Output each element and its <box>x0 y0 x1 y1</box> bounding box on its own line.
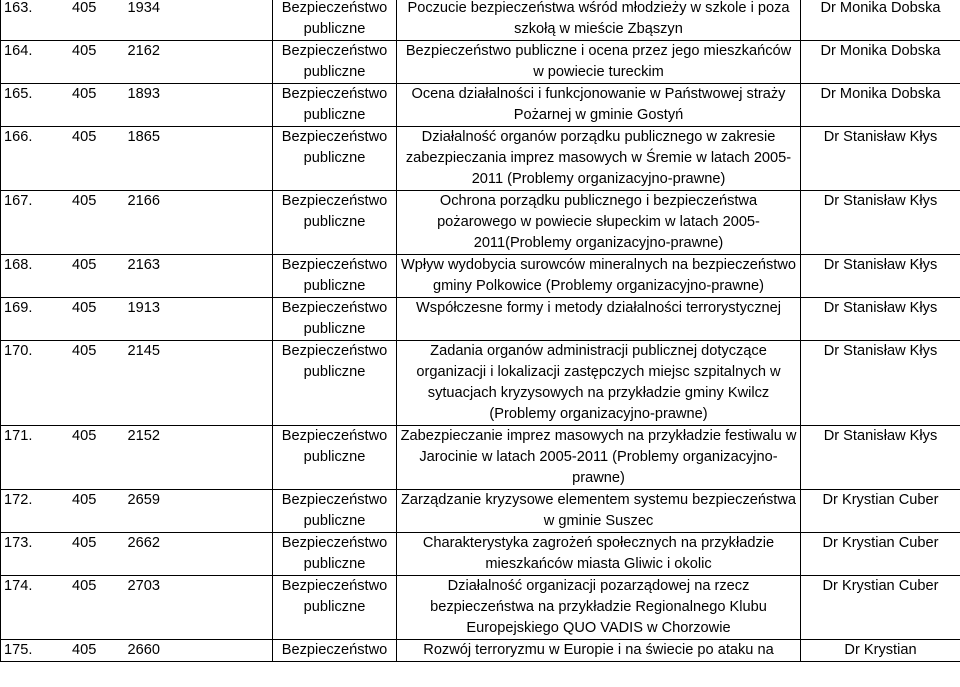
row-number-cell <box>1 0 273 41</box>
table-row <box>1 640 960 662</box>
supervisor: Dr Krystian Cuber <box>801 490 960 533</box>
row-number-cell <box>1 490 273 533</box>
table-row <box>1 191 960 255</box>
row-code: 405 <box>72 300 97 316</box>
row-code: 405 <box>72 86 97 102</box>
thesis-title: Bezpieczeństwo publiczne i ocena przez jego mieszkańców w powiecie tureckim <box>397 41 801 84</box>
thesis-title: Zabezpieczanie imprez masowych na przykładzie festiwalu w Jarocinie w latach 2005-2011 (Problemy organizacyjno-prawne) <box>397 426 801 490</box>
supervisor: Dr Monika Dobska <box>801 41 960 84</box>
row-id: 1913 <box>127 300 160 316</box>
row-code: 405 <box>72 428 97 444</box>
row-id: 2163 <box>127 257 160 273</box>
supervisor: Dr Stanisław Kłys <box>801 255 960 298</box>
row-number-cell <box>1 127 273 191</box>
row-id: 2660 <box>127 642 160 658</box>
table-row <box>1 41 960 84</box>
field-of-study: Bezpieczeństwo publiczne <box>273 490 397 533</box>
row-number: 174. <box>4 578 33 594</box>
row-id: 2703 <box>127 578 160 594</box>
field-of-study: Bezpieczeństwo publiczne <box>273 84 397 127</box>
row-id: 2662 <box>127 535 160 551</box>
field-of-study: Bezpieczeństwo publiczne <box>273 426 397 490</box>
row-code: 405 <box>72 43 97 59</box>
row-number-cell <box>1 191 273 255</box>
field-of-study: Bezpieczeństwo publiczne <box>273 41 397 84</box>
row-number: 164. <box>4 43 33 59</box>
row-id: 2162 <box>127 43 160 59</box>
row-number-cell <box>1 576 273 640</box>
row-id: 2166 <box>127 193 160 209</box>
thesis-title: Rozwój terroryzmu w Europie i na świecie po ataku na <box>397 640 801 662</box>
supervisor: Dr Stanisław Kłys <box>801 341 960 426</box>
field-of-study: Bezpieczeństwo publiczne <box>273 298 397 341</box>
row-number-cell <box>1 41 273 84</box>
field-of-study: Bezpieczeństwo <box>273 640 397 662</box>
row-number-cell <box>1 84 273 127</box>
table-row <box>1 298 960 341</box>
supervisor: Dr Stanisław Kłys <box>801 191 960 255</box>
row-code: 405 <box>72 129 97 145</box>
row-code: 405 <box>72 492 97 508</box>
row-number-cell <box>1 640 273 662</box>
row-code: 405 <box>72 257 97 273</box>
row-number-cell <box>1 255 273 298</box>
row-number: 163. <box>4 0 33 16</box>
field-of-study: Bezpieczeństwo publiczne <box>273 341 397 426</box>
table-row <box>1 127 960 191</box>
supervisor: Dr Krystian <box>801 640 960 662</box>
row-code: 405 <box>72 193 97 209</box>
row-code: 405 <box>72 535 97 551</box>
row-number: 170. <box>4 343 33 359</box>
thesis-title: Działalność organów porządku publicznego w zakresie zabezpieczania imprez masowych w Śremie w latach 2005-2011 (Problemy organizacyjno-prawne) <box>397 127 801 191</box>
row-id: 2145 <box>127 343 160 359</box>
supervisor: Dr Krystian Cuber <box>801 533 960 576</box>
table-row <box>1 576 960 640</box>
table-row <box>1 533 960 576</box>
row-number: 165. <box>4 86 33 102</box>
row-number: 173. <box>4 535 33 551</box>
field-of-study: Bezpieczeństwo publiczne <box>273 533 397 576</box>
thesis-title: Poczucie bezpieczeństwa wśród młodzieży w szkole i poza szkołą w mieście Zbąszyn <box>397 0 801 41</box>
field-of-study: Bezpieczeństwo publiczne <box>273 127 397 191</box>
table-row <box>1 0 960 41</box>
row-code: 405 <box>72 343 97 359</box>
thesis-title: Ocena działalności i funkcjonowanie w Państwowej straży Pożarnej w gminie Gostyń <box>397 84 801 127</box>
thesis-title: Charakterystyka zagrożeń społecznych na przykładzie mieszkańców miasta Gliwic i okolic <box>397 533 801 576</box>
row-number-cell <box>1 298 273 341</box>
table-row <box>1 426 960 490</box>
thesis-title: Współczesne formy i metody działalności terrorystycznej <box>397 298 801 341</box>
row-number: 172. <box>4 492 33 508</box>
row-id: 2152 <box>127 428 160 444</box>
table-row <box>1 490 960 533</box>
thesis-title: Wpływ wydobycia surowców mineralnych na bezpieczeństwo gminy Polkowice (Problemy organizacyjno-prawne) <box>397 255 801 298</box>
theses-table-body <box>1 0 960 662</box>
row-id: 1893 <box>127 86 160 102</box>
row-code: 405 <box>72 642 97 658</box>
row-number: 171. <box>4 428 33 444</box>
thesis-title: Działalność organizacji pozarządowej na rzecz bezpieczeństwa na przykładzie Regionalnego Klubu Europejskiego QUO VADIS w Chorzowie <box>397 576 801 640</box>
thesis-title: Zadania organów administracji publicznej dotyczące organizacji i lokalizacji zastępczych miejsc szpitalnych w sytuacjach kryzysowych na przykładzie gminy Kwilcz (Problemy organizacyjno-prawne) <box>397 341 801 426</box>
row-number: 169. <box>4 300 33 316</box>
row-id: 1934 <box>127 0 160 16</box>
table-row <box>1 84 960 127</box>
supervisor: Dr Monika Dobska <box>801 0 960 41</box>
supervisor: Dr Monika Dobska <box>801 84 960 127</box>
row-number: 168. <box>4 257 33 273</box>
table-row <box>1 255 960 298</box>
supervisor: Dr Stanisław Kłys <box>801 298 960 341</box>
field-of-study: Bezpieczeństwo publiczne <box>273 576 397 640</box>
row-number: 166. <box>4 129 33 145</box>
thesis-title: Ochrona porządku publicznego i bezpieczeństwa pożarowego w powiecie słupeckim w latach 2005-2011(Problemy organizacyjno-prawne) <box>397 191 801 255</box>
row-code: 405 <box>72 0 97 16</box>
thesis-title: Zarządzanie kryzysowe elementem systemu bezpieczeństwa w gminie Suszec <box>397 490 801 533</box>
row-number-cell <box>1 341 273 426</box>
row-id: 1865 <box>127 129 160 145</box>
row-number-cell <box>1 426 273 490</box>
supervisor: Dr Stanisław Kłys <box>801 426 960 490</box>
field-of-study: Bezpieczeństwo publiczne <box>273 0 397 41</box>
supervisor: Dr Krystian Cuber <box>801 576 960 640</box>
table-row <box>1 341 960 426</box>
field-of-study: Bezpieczeństwo publiczne <box>273 191 397 255</box>
row-number: 175. <box>4 642 33 658</box>
supervisor: Dr Stanisław Kłys <box>801 127 960 191</box>
row-code: 405 <box>72 578 97 594</box>
field-of-study: Bezpieczeństwo publiczne <box>273 255 397 298</box>
row-number-cell <box>1 533 273 576</box>
row-id: 2659 <box>127 492 160 508</box>
row-number: 167. <box>4 193 33 209</box>
